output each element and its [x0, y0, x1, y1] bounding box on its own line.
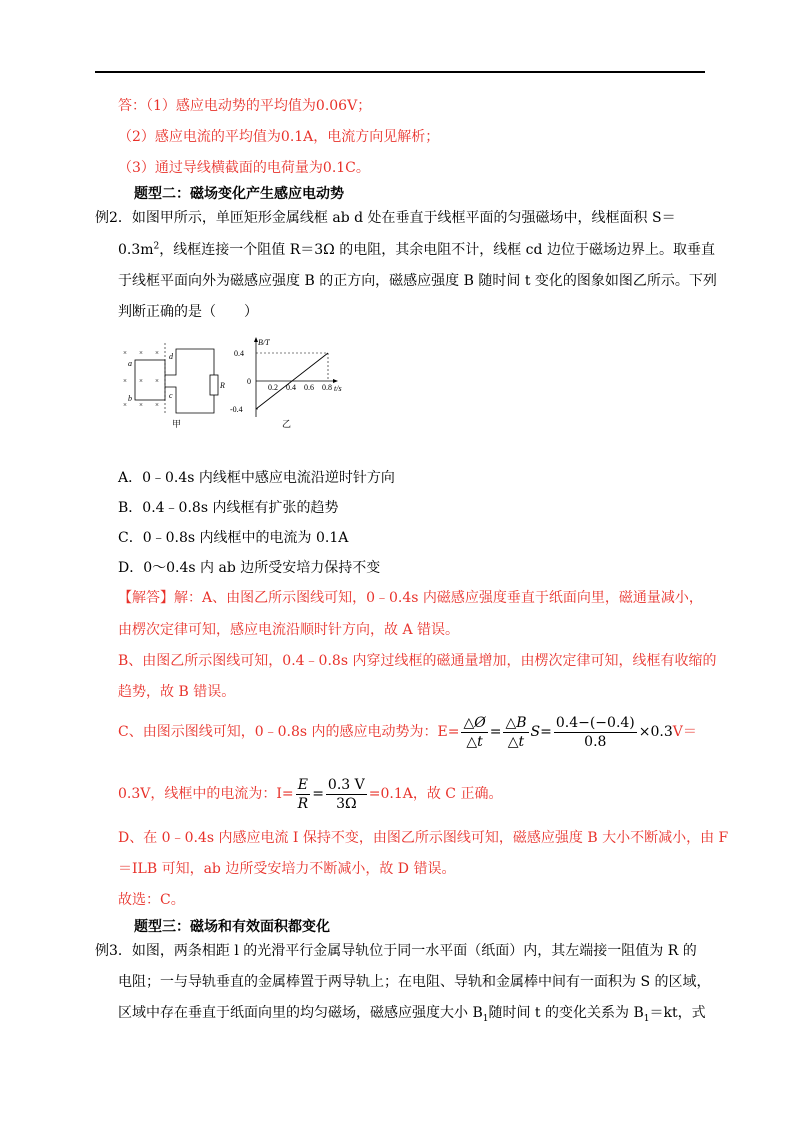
example3-line-3 — [118, 1003, 706, 1023]
label-R: R — [220, 381, 225, 390]
x-tick-label: 0.4 — [286, 383, 296, 392]
x-tick-labels — [268, 383, 332, 392]
figure-yi — [230, 337, 342, 429]
x-mark: × — [123, 349, 127, 357]
x-tick-label: 0.8 — [322, 383, 332, 392]
example2-line-3: 于线框平面向外为磁感应强度 B 的正方向，磁感应强度 B 随时间 t 变化的图象如图乙所示。下列 — [118, 273, 717, 289]
solution-line-9: 故选：C。 — [118, 892, 185, 908]
example2-line-1: 例2．如图甲所示，单匝矩形金属线框 ab d 处在垂直于线框平面的匀强磁场中，线框面积 S＝ — [95, 210, 676, 226]
x-arrow — [333, 379, 338, 383]
area-exponent: 2 — [153, 241, 160, 252]
caption-jia: 甲 — [172, 419, 182, 429]
solution-line-8: ＝ILB 可知，ab 边所受安培力不断减小，故 D 错误。 — [118, 861, 456, 877]
subscript-1: 1 — [482, 1013, 489, 1024]
section-title-type3: 题型三：磁场和有效面积都变化 — [134, 919, 330, 935]
example3-line-3-a: 区域中存在垂直于纸面向里的均匀磁场，磁感应强度大小 B — [118, 1005, 483, 1021]
area-symbol: S — [530, 724, 541, 740]
subscript-1: 1 — [643, 1013, 650, 1024]
resistor — [210, 375, 218, 395]
area-value: 0.3m — [118, 242, 154, 258]
solution-line-2: 由楞次定律可知，感应电流沿顺时针方向，故 A 错误。 — [118, 622, 460, 638]
answer-line-2: （2）感应电流的平均值为0.1A，电流方向见解析； — [118, 129, 440, 145]
x-tick-label: 0.2 — [268, 383, 278, 392]
fraction-db-dt: $\frac{\triangle B}{\triangle t}$ — [505, 714, 527, 750]
solution-line-7: D、在 0﹣0.4s 内感应电流 I 保持不变，由图乙所示图线可知，磁感应强度 B 大小不断减小，由 F — [118, 830, 729, 846]
times-area: ×0.3 — [638, 724, 673, 740]
x-mark: × — [139, 401, 143, 409]
equals: = — [312, 786, 324, 802]
fraction-b-change: $\frac{0.4-(-0.4)}{0.8}$ — [555, 714, 635, 750]
solution-line-3: B、由图乙所示图线可知，0.4﹣0.8s 内穿过线框的磁通量增加，由楞次定律可知，线框有收缩的 — [118, 653, 717, 669]
label-d: d — [169, 352, 173, 361]
figure-jia — [123, 343, 225, 429]
x-tick-label: 0.6 — [304, 383, 314, 392]
x-mark: × — [155, 349, 159, 357]
caption-yi: 乙 — [282, 419, 292, 429]
example3-line-3-b: 随时间 t 的变化关系为 B — [488, 1005, 644, 1021]
option-d: D．0～0.4s 内 ab 边所受安培力保持不变 — [118, 560, 381, 576]
y-tick-zero: 0 — [247, 377, 251, 386]
emf-unit: V＝ — [672, 724, 697, 740]
label-a: a — [128, 359, 132, 368]
fraction-dphi-dt: $\frac{\triangle Ø}{\triangle t}$ — [463, 714, 486, 750]
example2-line-4: 判断正确的是（ ） — [118, 304, 258, 320]
solution-line-4: 趋势，故 B 错误。 — [118, 684, 236, 700]
equals: = — [489, 724, 502, 740]
option-a: A．0﹣0.4s 内线框中感应电流沿逆时针方向 — [118, 470, 395, 486]
x-mark: × — [155, 377, 159, 385]
x-mark: × — [123, 401, 127, 409]
y-axis-label: B/T — [258, 338, 270, 347]
example2-line-2 — [118, 240, 715, 260]
solution-line-1 — [118, 588, 703, 608]
current-result: =0.1A，故 C 正确。 — [368, 786, 503, 802]
label-b: b — [128, 394, 132, 403]
section-title-type2: 题型二：磁场变化产生感应电动势 — [134, 186, 344, 202]
emf-intro: C、由图示图线可知，0﹣0.8s 内的感应电动势为：E= — [118, 724, 460, 740]
current-intro: 0.3V，线框中的电流为：I= — [118, 786, 294, 802]
answer-line-1: 答：（1）感应电动势的平均值为0.06V； — [118, 98, 372, 114]
example2-line-2-rest: ，线框连接一个阻值 R＝3Ω 的电阻，其余电阻不计，线框 cd 边位于磁场边界上。取垂直 — [159, 242, 715, 258]
example3-line-2: 电阻；一与导轨垂直的金属棒置于两导轨上；在电阻、导轨和金属棒中间有一面积为 S 的区域， — [118, 974, 711, 990]
solution-line-5 — [118, 710, 697, 754]
option-b: B．0.4﹣0.8s 内线框有扩张的趋势 — [118, 500, 339, 516]
x-axis-label: t/s — [334, 384, 342, 393]
x-mark: × — [123, 377, 127, 385]
example3-line-3-c: ＝kt，式 — [649, 1005, 706, 1021]
solution-line-1-text: 解：A、由图乙所示图线可知，0﹣0.4s 内磁感应强度垂直于纸面向里，磁通量减小， — [174, 590, 703, 606]
equals: = — [540, 724, 552, 740]
x-mark: × — [139, 377, 143, 385]
y-tick-bottom: -0.4 — [230, 405, 243, 414]
label-c: c — [169, 391, 173, 400]
answer-line-3: （3）通过导线横截面的电荷量为0.1C。 — [118, 160, 370, 176]
option-c: C．0﹣0.8s 内线框中的电流为 0.1A — [118, 530, 349, 546]
fraction-values: $\frac{0.3 V}{3\Omega}$ — [327, 776, 365, 812]
x-mark: × — [155, 401, 159, 409]
figure-jia-yi — [118, 335, 348, 431]
y-tick-top: 0.4 — [234, 349, 244, 358]
header-rule — [95, 71, 705, 73]
solution-line-6 — [118, 772, 502, 816]
fraction-e-r: $\frac{E}{R}$ — [297, 776, 309, 812]
solution-tag: 【解答】 — [118, 590, 174, 606]
x-mark: × — [139, 349, 143, 357]
example3-line-1: 例3．如图，两条相距 l 的光滑平行金属导轨位于同一水平面（纸面）内，其左端接一阻值为 R 的 — [95, 943, 697, 959]
